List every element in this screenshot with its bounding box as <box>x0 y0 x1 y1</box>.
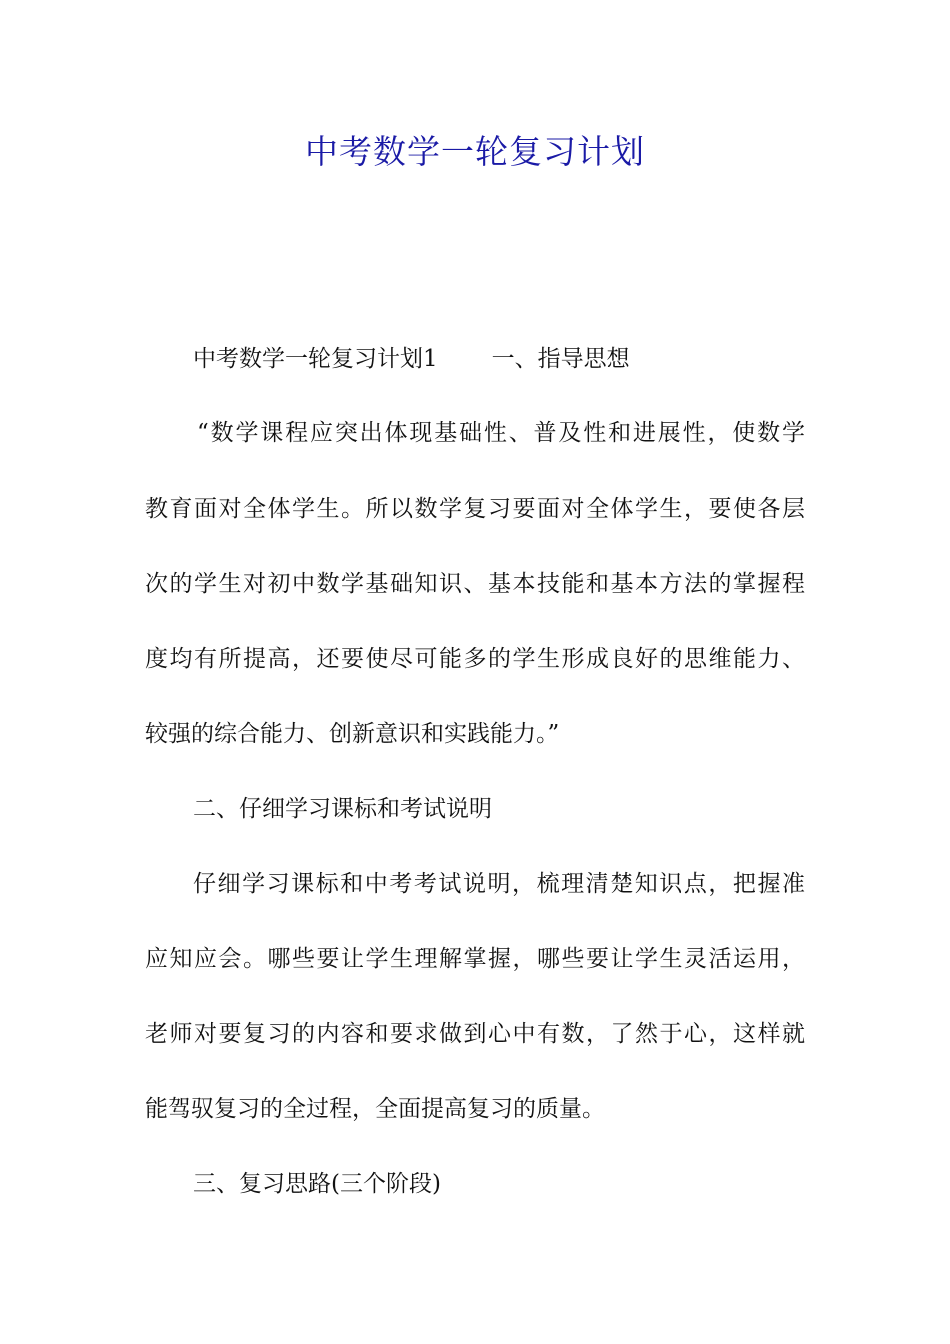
paragraph-1-line-5: 较强的综合能力、创新意识和实践能力。” <box>145 721 560 747</box>
paragraph-2-line-3: 老师对要复习的内容和要求做到心中有数，了然于心，这样就 <box>145 1021 805 1047</box>
document-title: 中考数学一轮复习计划 <box>305 132 645 171</box>
paragraph-1-line-3: 次的学生对初中数学基础知识、基本技能和基本方法的掌握程 <box>145 571 805 597</box>
section-3-heading: 三、复习思路(三个阶段) <box>193 1171 441 1197</box>
document-subtitle: 中考数学一轮复习计划1 <box>193 346 438 372</box>
paragraph-1-line-1: “数学课程应突出体现基础性、普及性和进展性，使数学 <box>197 420 805 446</box>
section-1-heading: 一、指导思想 <box>491 346 630 372</box>
paragraph-2-line-1: 仔细学习课标和中考考试说明，梳理清楚知识点，把握准 <box>193 871 805 897</box>
section-2-heading: 二、仔细学习课标和考试说明 <box>193 796 492 822</box>
paragraph-1-line-2: 教育面对全体学生。所以数学复习要面对全体学生，要使各层 <box>145 496 805 522</box>
paragraph-2-line-2: 应知应会。哪些要让学生理解掌握，哪些要让学生灵活运用， <box>145 946 805 972</box>
paragraph-1-line-4: 度均有所提高，还要使尽可能多的学生形成良好的思维能力、 <box>145 646 805 672</box>
paragraph-2-line-4: 能驾驭复习的全过程，全面提高复习的质量。 <box>145 1096 605 1122</box>
heading-line <box>193 342 630 376</box>
